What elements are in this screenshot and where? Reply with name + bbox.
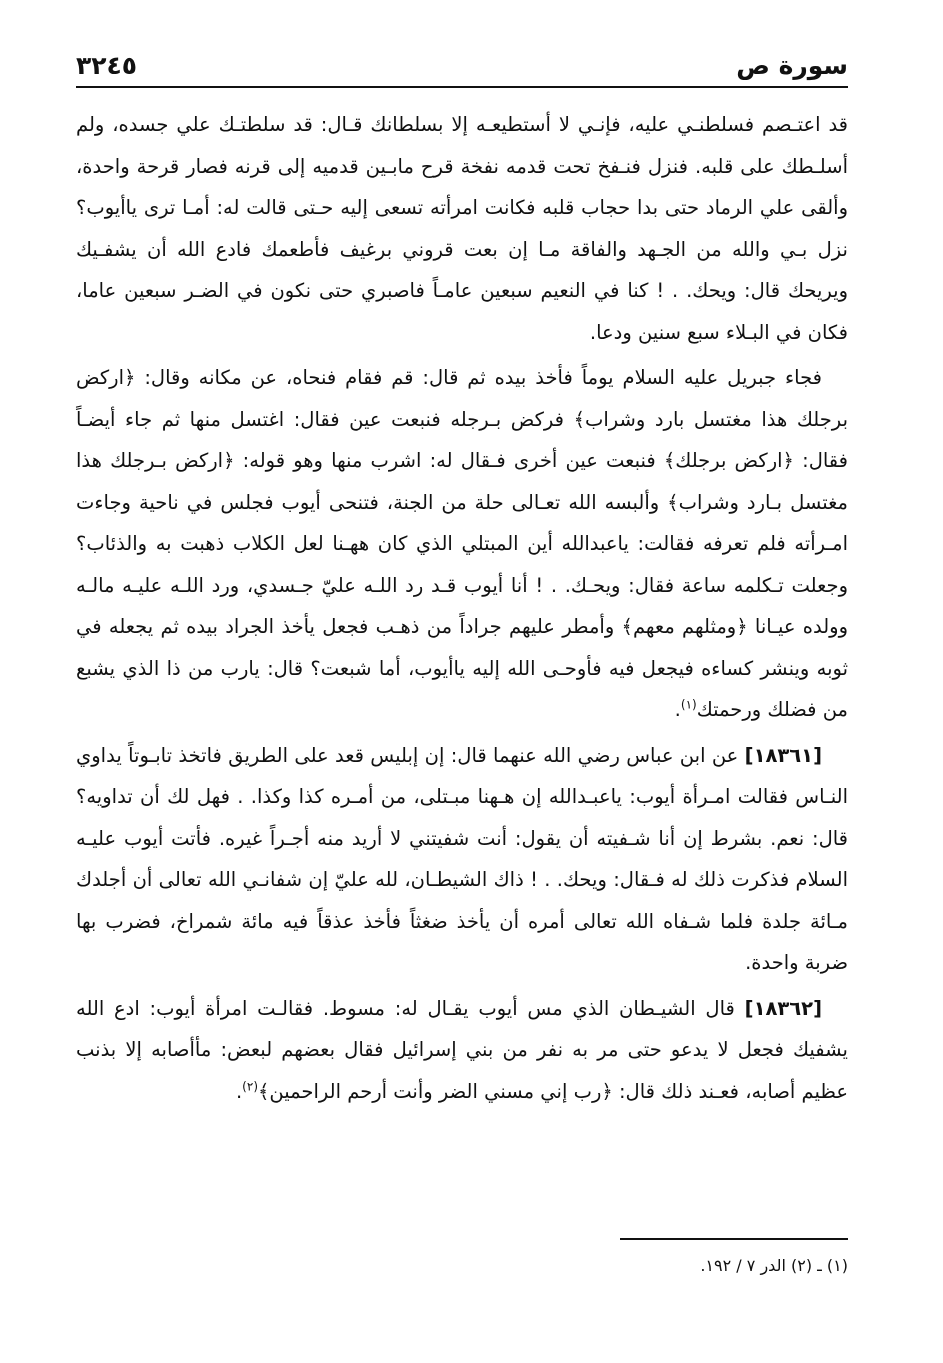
- running-header: [76, 40, 848, 88]
- page-number: ٣٢٤٥: [76, 51, 138, 80]
- hadith-reference-number: [١٨٣٦١]: [744, 743, 822, 767]
- paragraph-hadith-18361: [76, 735, 848, 984]
- sentence-end: .: [235, 1079, 243, 1103]
- footnote-marker: (١): [680, 697, 697, 712]
- body-text: [76, 104, 848, 1112]
- paragraph-text: قد اعتـصم فسلطنـي عليه، فإنـي لا أستطيعـه إلا بسلطانك قـال: قد سلطتـك علي جسده، ولم أسلـطك على قلبه. فنزل فنـفخ تحت قدمه نفخة قرح مابـين قدميه إلى قرنه فصار قرحة واحدة، وألقى علي الرماد حتى بدا حجاب قلبه فكانت امرأته تسعى إليه حـتى قالت له: أمـا ترى ياأيوب؟ نزل بـي والله من الجـهد والفاقة مـا إن بعت قروني برغيف فأطعمك فادع الله أن يشفـيك ويريحك قال: ويحك. . ! كنا في النعيم سبعين عامـاً فاصبري حتى نكون في الضـر سبعين عاما، فكان في البـلاء سبع سنين ودعا.: [76, 113, 848, 344]
- footnote-marker: (٢): [242, 1079, 258, 1093]
- sentence-end: .: [674, 698, 681, 721]
- paragraph-text: قال الشيـطان الذي مس أيوب يقـال له: مسوط. فقالـت امرأة أيوب: ادع الله يشفيك فجعل لا يدعو حتى مر به نفر من بني إسرائيل فقال بعضهم لبعض: مأأصابه إلا بذنب عظيم أصابه، فعـند ذلك قال: ﴿رب إني مسني الضر وأنت أرحم الراحمين﴾: [76, 996, 848, 1103]
- footnote: (١) ـ (٢) الدر ٧ / ١٩٢.: [700, 1256, 848, 1275]
- footnote-separator: [620, 1238, 848, 1240]
- paragraph-jibril: [76, 357, 848, 731]
- hadith-reference-number: [١٨٣٦٢]: [744, 996, 822, 1020]
- surah-title: سورة ص: [736, 51, 848, 80]
- paragraph-text: عن ابن عباس رضي الله عنهما قال: إن إبليس قعد على الطريق فاتخذ تابـوتاً يداوي النـاس فقالت امـرأة أيوب: ياعبـدالله إن هـهنا مبـتلى، من أمـره كذا وكذا. . فهل لك أن تداويه؟ قال: نعم. بشرط إن أنا شـفيته أن يقول: أنت شفيتني لا أريد منه أجـراً غيره. فأتت أيوب عليـه السلام فذكرت ذلك له فـقال: ويحك. . ! ذاك الشيطـان، لله عليّ إن شفانـي الله تعالى أن أجلدك مـائة جلدة فلما شـفاه الله تعالى أمره أن يأخذ ضغثاً فأخذ عذقاً فيه مائة شمراخ، فضرب بها ضربة واحدة.: [76, 743, 848, 974]
- paragraph-text: فجاء جبريل عليه السلام يوماً فأخذ بيده ثم قال: قم فقام فنحاه، عن مكانه وقال: ﴿اركض برجلك هذا مغتسل بارد وشراب﴾ فركض بـرجله فنبعت عين فقال: اغتسل منها ثم جاء أيضـاً فقال: ﴿اركض برجلك﴾ فنبعت عين أخرى فـقال له: اشرب منها وهو قوله: ﴿اركض بـرجلك هذا مغتسل بـارد وشراب﴾ وألبسه الله تعـالى حلة من الجنة، فتنحى أيوب فجلس في ناحية وجاءت امـرأته فلم تعرفه فقالت: ياعبدالله أين المبتلي الذي كان ههـنا لعل الكلاب ذهبت به والذئاب؟ وجعلت تـكلمه ساعة فقال: ويحـك. . ! أنا أيوب قـد رد اللـه عليّ جـسدي، ورد اللـه عليـه مالـه وولده عيـانا ﴿ومثلهم معهم﴾ وأمطر عليهم جراداً من ذهـب فجعل يأخذ الجراد بيده ثم يجعله في ثوبه وينشر كساءه فيجعل فيه فأوحـى الله إليه ياأيوب، أما شبعت؟ قال: يارب من ذا الذي يشبع من فضلك ورحمتك: [76, 366, 848, 721]
- document-page: [76, 40, 848, 1275]
- paragraph-ayyub-trial: [76, 104, 848, 353]
- paragraph-hadith-18362: [76, 988, 848, 1113]
